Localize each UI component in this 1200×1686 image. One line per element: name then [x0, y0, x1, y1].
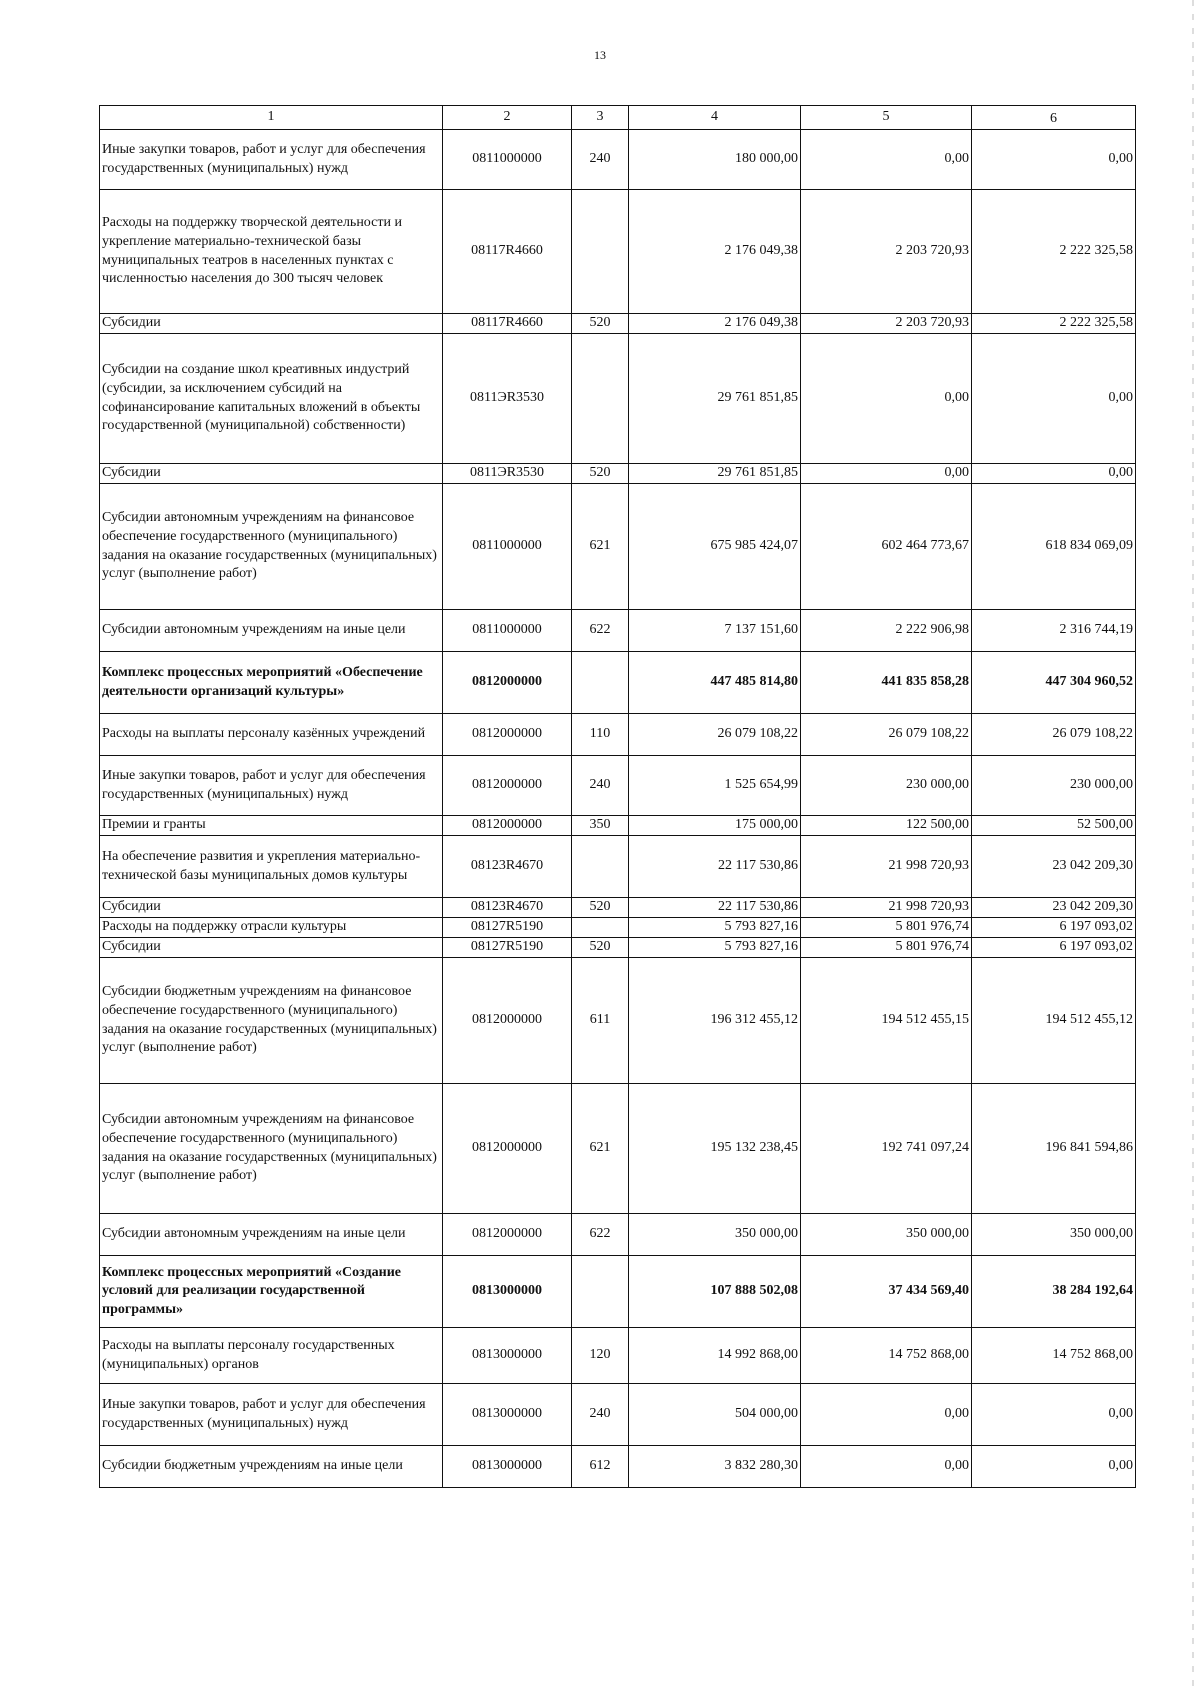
row-code-cell: 0812000000: [443, 1214, 572, 1256]
table-row: [100, 714, 1136, 756]
row-value-col5-cell: 0,00: [801, 1446, 972, 1488]
row-value-col5-cell: 441 835 858,28: [801, 652, 972, 714]
row-value-col5-cell: 194 512 455,15: [801, 958, 972, 1084]
table-row: [100, 1328, 1136, 1384]
row-value-col4-cell: 5 793 827,16: [629, 938, 801, 958]
table-row: [100, 610, 1136, 652]
row-value-col4-cell: 5 793 827,16: [629, 918, 801, 938]
row-value-col6-cell: 0,00: [972, 464, 1136, 484]
table-row: [100, 190, 1136, 314]
scan-edge-artifact: [1192, 0, 1194, 1686]
table-row: [100, 1256, 1136, 1328]
row-name-cell: Субсидии: [100, 938, 443, 958]
row-value-col5-cell: 0,00: [801, 130, 972, 190]
row-value-col5-cell: 122 500,00: [801, 816, 972, 836]
row-name-cell: Субсидии: [100, 898, 443, 918]
row-name-cell: Иные закупки товаров, работ и услуг для обеспечения государственных (муниципальных) нужд: [100, 130, 443, 190]
row-value-col5-cell: 21 998 720,93: [801, 898, 972, 918]
row-value-col5-cell: 14 752 868,00: [801, 1328, 972, 1384]
row-value-col4-cell: 504 000,00: [629, 1384, 801, 1446]
row-value-col5-cell: 2 203 720,93: [801, 314, 972, 334]
row-code-cell: 08117R4660: [443, 314, 572, 334]
row-value-col6-cell: 23 042 209,30: [972, 836, 1136, 898]
row-name-cell: Субсидии на создание школ креативных индустрий (субсидии, за исключением субсидий на софинансирование капитальных вложений в объекты государственной (муниципальной) собственности): [100, 334, 443, 464]
row-value-col4-cell: 22 117 530,86: [629, 898, 801, 918]
row-code-cell: 0812000000: [443, 756, 572, 816]
table-row: [100, 484, 1136, 610]
row-value-col5-cell: 26 079 108,22: [801, 714, 972, 756]
row-code-cell: 0813000000: [443, 1384, 572, 1446]
row-code-cell: 08117R4660: [443, 190, 572, 314]
row-type-cell: 520: [572, 314, 629, 334]
row-name-cell: Субсидии: [100, 464, 443, 484]
row-value-col6-cell: 6 197 093,02: [972, 938, 1136, 958]
row-name-cell: Расходы на поддержку творческой деятельности и укрепление материально-технической базы муниципальных театров в населенных пунктах с численностью населения до 300 тысяч человек: [100, 190, 443, 314]
row-type-cell: [572, 1256, 629, 1328]
row-name-cell: Комплекс процессных мероприятий «Создание условий для реализации государственной программы»: [100, 1256, 443, 1328]
row-type-cell: 621: [572, 484, 629, 610]
row-value-col4-cell: 196 312 455,12: [629, 958, 801, 1084]
row-code-cell: 0812000000: [443, 714, 572, 756]
row-type-cell: [572, 836, 629, 898]
header-col-4: 4: [629, 106, 801, 130]
row-type-cell: 621: [572, 1084, 629, 1214]
table-row: [100, 1214, 1136, 1256]
row-code-cell: 0812000000: [443, 1084, 572, 1214]
row-value-col5-cell: 2 203 720,93: [801, 190, 972, 314]
row-type-cell: 520: [572, 938, 629, 958]
row-type-cell: 520: [572, 898, 629, 918]
row-name-cell: Расходы на поддержку отрасли культуры: [100, 918, 443, 938]
row-value-col6-cell: 194 512 455,12: [972, 958, 1136, 1084]
row-name-cell: Субсидии: [100, 314, 443, 334]
table-row: [100, 918, 1136, 938]
row-value-col6-cell: 2 222 325,58: [972, 314, 1136, 334]
row-type-cell: 240: [572, 130, 629, 190]
row-value-col4-cell: 175 000,00: [629, 816, 801, 836]
header-col-2: 2: [443, 106, 572, 130]
row-value-col6-cell: 2 222 325,58: [972, 190, 1136, 314]
row-name-cell: Комплекс процессных мероприятий «Обеспечение деятельности организаций культуры»: [100, 652, 443, 714]
row-value-col6-cell: 447 304 960,52: [972, 652, 1136, 714]
row-code-cell: 0812000000: [443, 958, 572, 1084]
row-value-col6-cell: 230 000,00: [972, 756, 1136, 816]
row-type-cell: 611: [572, 958, 629, 1084]
header-col-3: 3: [572, 106, 629, 130]
page-number: 13: [594, 48, 606, 62]
row-type-cell: 622: [572, 1214, 629, 1256]
row-code-cell: 08127R5190: [443, 938, 572, 958]
row-code-cell: 0813000000: [443, 1446, 572, 1488]
row-value-col4-cell: 29 761 851,85: [629, 334, 801, 464]
row-value-col4-cell: 29 761 851,85: [629, 464, 801, 484]
table-row: [100, 464, 1136, 484]
row-value-col5-cell: 2 222 906,98: [801, 610, 972, 652]
row-value-col4-cell: 447 485 814,80: [629, 652, 801, 714]
row-code-cell: 08127R5190: [443, 918, 572, 938]
row-value-col6-cell: 0,00: [972, 1446, 1136, 1488]
header-col-5: 5: [801, 106, 972, 130]
row-name-cell: Расходы на выплаты персоналу казённых учреждений: [100, 714, 443, 756]
row-name-cell: На обеспечение развития и укрепления материально-технической базы муниципальных домов культуры: [100, 836, 443, 898]
row-value-col5-cell: 0,00: [801, 464, 972, 484]
row-value-col5-cell: 350 000,00: [801, 1214, 972, 1256]
row-code-cell: 0811000000: [443, 484, 572, 610]
row-name-cell: Субсидии автономным учреждениям на иные цели: [100, 1214, 443, 1256]
table-row: [100, 1384, 1136, 1446]
table-row: [100, 938, 1136, 958]
table-row: [100, 756, 1136, 816]
row-value-col4-cell: 2 176 049,38: [629, 190, 801, 314]
row-type-cell: [572, 190, 629, 314]
row-value-col6-cell: 38 284 192,64: [972, 1256, 1136, 1328]
row-type-cell: 622: [572, 610, 629, 652]
row-name-cell: Иные закупки товаров, работ и услуг для обеспечения государственных (муниципальных) нужд: [100, 756, 443, 816]
row-code-cell: 0813000000: [443, 1256, 572, 1328]
row-value-col5-cell: 37 434 569,40: [801, 1256, 972, 1328]
row-value-col6-cell: 6 197 093,02: [972, 918, 1136, 938]
row-code-cell: 0812000000: [443, 652, 572, 714]
row-code-cell: 0811000000: [443, 130, 572, 190]
row-code-cell: 0811000000: [443, 610, 572, 652]
row-type-cell: 240: [572, 1384, 629, 1446]
row-value-col5-cell: 0,00: [801, 334, 972, 464]
header-col-1: 1: [100, 106, 443, 130]
row-code-cell: 08123R4670: [443, 836, 572, 898]
row-value-col6-cell: 618 834 069,09: [972, 484, 1136, 610]
row-value-col6-cell: 350 000,00: [972, 1214, 1136, 1256]
row-type-cell: 612: [572, 1446, 629, 1488]
row-value-col6-cell: 0,00: [972, 130, 1136, 190]
row-value-col5-cell: 5 801 976,74: [801, 938, 972, 958]
row-code-cell: 08123R4670: [443, 898, 572, 918]
row-type-cell: 120: [572, 1328, 629, 1384]
row-name-cell: Субсидии бюджетным учреждениям на иные цели: [100, 1446, 443, 1488]
table-row: [100, 836, 1136, 898]
row-value-col6-cell: 26 079 108,22: [972, 714, 1136, 756]
row-value-col5-cell: 230 000,00: [801, 756, 972, 816]
row-value-col6-cell: 0,00: [972, 334, 1136, 464]
row-type-cell: 110: [572, 714, 629, 756]
row-value-col4-cell: 26 079 108,22: [629, 714, 801, 756]
table-row: [100, 898, 1136, 918]
row-name-cell: Субсидии автономным учреждениям на финансовое обеспечение государственного (муниципального) задания на оказание государственных (муниципальных) услуг (выполнение работ): [100, 484, 443, 610]
row-value-col6-cell: 14 752 868,00: [972, 1328, 1136, 1384]
row-value-col6-cell: 52 500,00: [972, 816, 1136, 836]
table-row: [100, 1446, 1136, 1488]
row-value-col6-cell: 196 841 594,86: [972, 1084, 1136, 1214]
row-type-cell: 520: [572, 464, 629, 484]
row-type-cell: 240: [572, 756, 629, 816]
row-value-col4-cell: 2 176 049,38: [629, 314, 801, 334]
row-type-cell: [572, 652, 629, 714]
row-value-col5-cell: 0,00: [801, 1384, 972, 1446]
row-value-col4-cell: 1 525 654,99: [629, 756, 801, 816]
row-name-cell: Субсидии автономным учреждениям на финансовое обеспечение государственного (муниципального) задания на оказание государственных (муниципальных) услуг (выполнение работ): [100, 1084, 443, 1214]
row-code-cell: 0813000000: [443, 1328, 572, 1384]
row-type-cell: [572, 918, 629, 938]
row-name-cell: Премии и гранты: [100, 816, 443, 836]
row-value-col5-cell: 21 998 720,93: [801, 836, 972, 898]
row-code-cell: 0812000000: [443, 816, 572, 836]
budget-table: [99, 105, 1136, 1488]
table-row: [100, 652, 1136, 714]
row-name-cell: Субсидии автономным учреждениям на иные цели: [100, 610, 443, 652]
row-value-col4-cell: 195 132 238,45: [629, 1084, 801, 1214]
row-type-cell: [572, 334, 629, 464]
row-value-col6-cell: 23 042 209,30: [972, 898, 1136, 918]
row-value-col4-cell: 107 888 502,08: [629, 1256, 801, 1328]
table-row: [100, 958, 1136, 1084]
table-row: [100, 130, 1136, 190]
row-name-cell: Расходы на выплаты персоналу государственных (муниципальных) органов: [100, 1328, 443, 1384]
row-value-col5-cell: 192 741 097,24: [801, 1084, 972, 1214]
row-value-col4-cell: 7 137 151,60: [629, 610, 801, 652]
row-value-col4-cell: 350 000,00: [629, 1214, 801, 1256]
row-value-col6-cell: 0,00: [972, 1384, 1136, 1446]
header-col-6: 6: [972, 106, 1136, 130]
table-row: [100, 1084, 1136, 1214]
row-name-cell: Субсидии бюджетным учреждениям на финансовое обеспечение государственного (муниципального) задания на оказание государственных (муниципальных) услуг (выполнение работ): [100, 958, 443, 1084]
row-value-col4-cell: 180 000,00: [629, 130, 801, 190]
row-value-col4-cell: 675 985 424,07: [629, 484, 801, 610]
row-type-cell: 350: [572, 816, 629, 836]
row-name-cell: Иные закупки товаров, работ и услуг для обеспечения государственных (муниципальных) нужд: [100, 1384, 443, 1446]
table-row: [100, 314, 1136, 334]
row-value-col4-cell: 3 832 280,30: [629, 1446, 801, 1488]
table-header-row: [100, 106, 1136, 130]
row-value-col5-cell: 602 464 773,67: [801, 484, 972, 610]
row-code-cell: 0811ЭR3530: [443, 334, 572, 464]
row-value-col6-cell: 2 316 744,19: [972, 610, 1136, 652]
row-value-col4-cell: 14 992 868,00: [629, 1328, 801, 1384]
row-value-col4-cell: 22 117 530,86: [629, 836, 801, 898]
row-code-cell: 0811ЭR3530: [443, 464, 572, 484]
table-row: [100, 334, 1136, 464]
row-value-col5-cell: 5 801 976,74: [801, 918, 972, 938]
table-row: [100, 816, 1136, 836]
